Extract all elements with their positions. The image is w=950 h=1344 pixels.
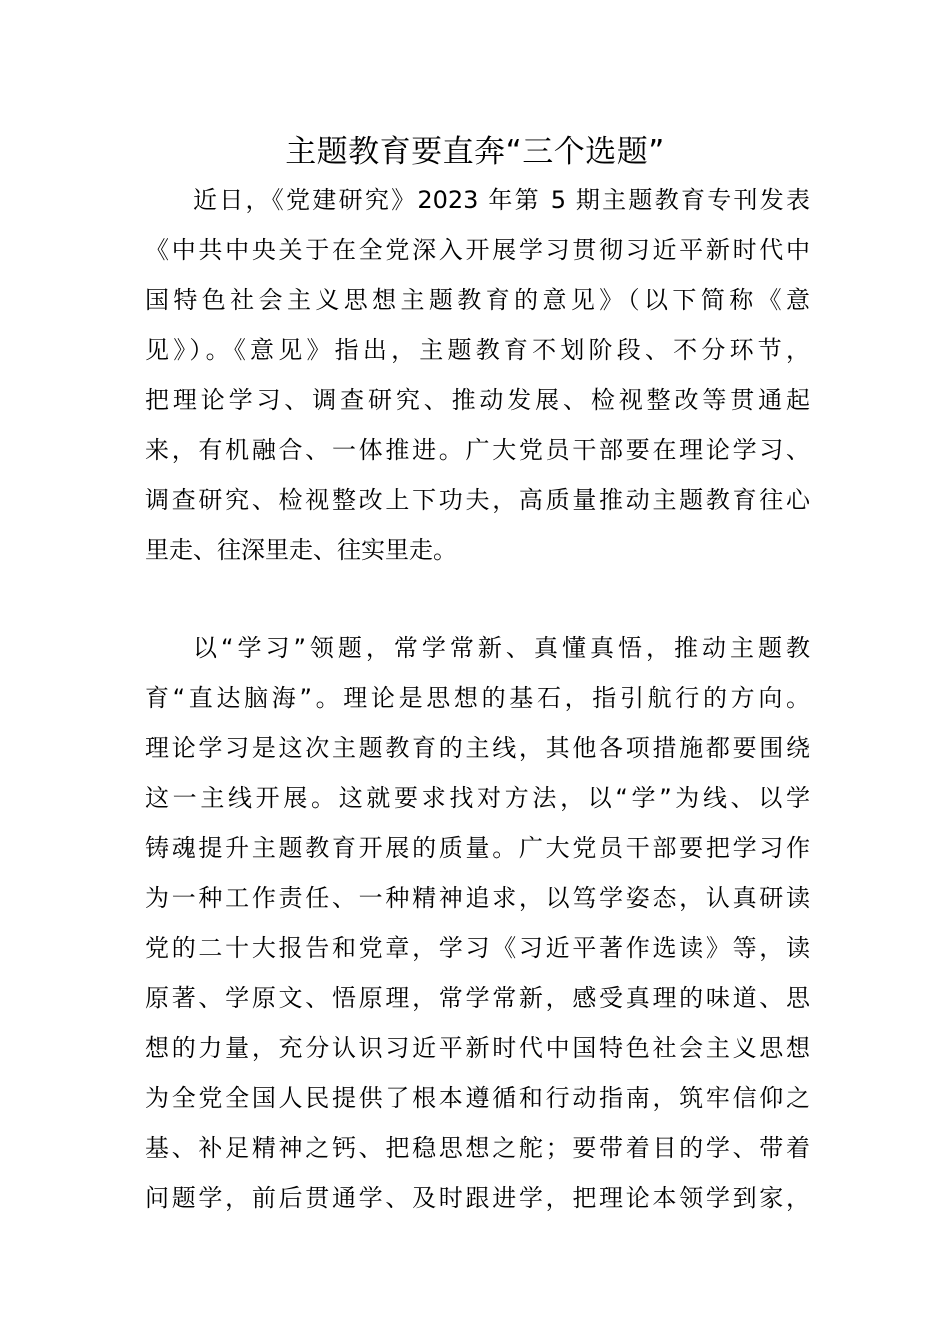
document-title: 主题教育要直奔“三个选题” xyxy=(285,134,665,170)
text-line: 育“直达脑海”。理论是思想的基石，指引航行的方向。 xyxy=(145,684,810,712)
text-line: 党的二十大报告和党章，学习《习近平著作选读》等，读 xyxy=(145,934,810,962)
paragraph-2 xyxy=(145,623,810,1223)
paragraph-1 xyxy=(145,175,810,575)
text-line: 理论学习是这次主题教育的主线，其他各项措施都要围绕 xyxy=(145,734,810,762)
text-line: 国特色社会主义思想主题教育的意见》（以下简称《意 xyxy=(145,286,810,314)
text-line: 问题学，前后贯通学、及时跟进学，把理论本领学到家， xyxy=(145,1184,810,1212)
text-line: 里走、往深里走、往实里走。 xyxy=(145,536,457,564)
text-line: 这一主线开展。这就要求找对方法，以“学”为线、以学 xyxy=(145,784,810,812)
text-line: 来，有机融合、一体推进。广大党员干部要在理论学习、 xyxy=(145,436,810,464)
text-line: 《中共中央关于在全党深入开展学习贯彻习近平新时代中 xyxy=(145,236,810,264)
text-line: 近日，《党建研究》2023 年第 5 期主题教育专刊发表 xyxy=(193,186,810,214)
text-line: 基、补足精神之钙、把稳思想之舵；要带着目的学、带着 xyxy=(145,1134,810,1162)
text-line: 以“学习”领题，常学常新、真懂真悟，推动主题教 xyxy=(193,634,810,662)
text-line: 铸魂提升主题教育开展的质量。广大党员干部要把学习作 xyxy=(145,834,810,862)
text-line: 调查研究、检视整改上下功夫，高质量推动主题教育往心 xyxy=(145,486,810,514)
text-line: 为全党全国人民提供了根本遵循和行动指南，筑牢信仰之 xyxy=(145,1084,810,1112)
text-line: 把理论学习、调查研究、推动发展、检视整改等贯通起 xyxy=(145,386,810,414)
text-line: 见》）。《意见》指出，主题教育不划阶段、不分环节， xyxy=(145,336,810,364)
text-line: 原著、学原文、悟原理，常学常新，感受真理的味道、思 xyxy=(145,984,810,1012)
text-line: 想的力量，充分认识习近平新时代中国特色社会主义思想 xyxy=(145,1034,810,1062)
text-line: 为一种工作责任、一种精神追求，以笃学姿态，认真研读 xyxy=(145,884,810,912)
